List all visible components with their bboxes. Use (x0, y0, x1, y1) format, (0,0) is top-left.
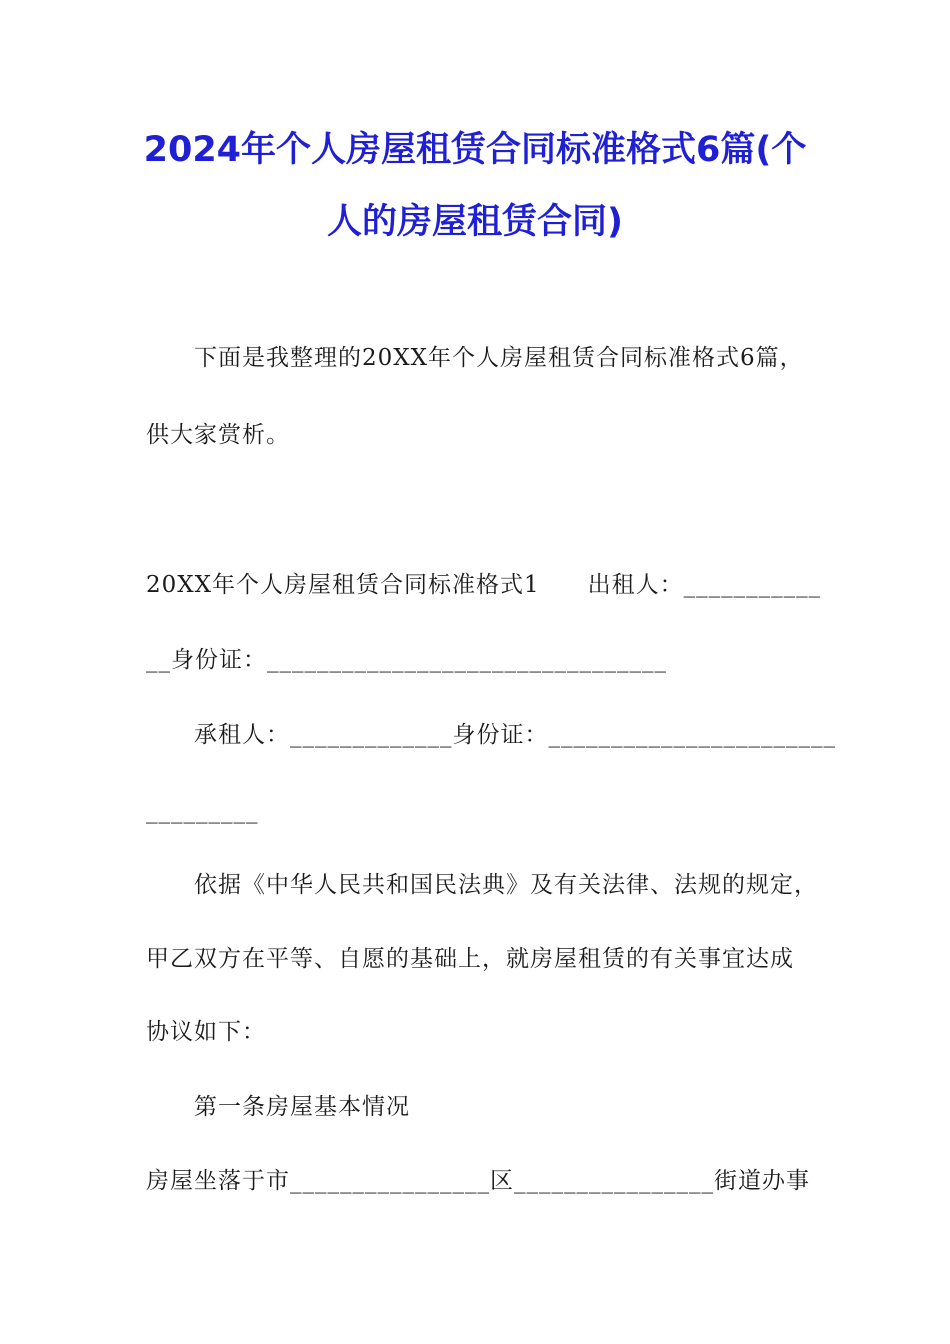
lessee-id-continuation-line: _________ (146, 798, 259, 824)
lessee-line: 承租人：_____________身份证：_______________________ (194, 722, 836, 748)
lessor-id-line: __身份证：________________________________ (146, 647, 667, 673)
article-one-heading: 第一条房屋基本情况 (194, 1094, 410, 1120)
contract-heading-lessor-line: 20XX年个人房屋租赁合同标准格式1 出租人：___________ (146, 572, 822, 598)
basis-paragraph-line-1: 依据《中华人民共和国民法典》及有关法律、法规的规定， (194, 872, 818, 898)
basis-paragraph-line-3: 协议如下： (146, 1019, 266, 1045)
document-title-line-1: 2024年个人房屋租赁合同标准格式6篇(个 (143, 130, 807, 170)
intro-line-2: 供大家赏析。 (146, 422, 290, 448)
house-location-line: 房屋坐落于市________________区________________街道办事 (146, 1168, 810, 1194)
intro-line-1: 下面是我整理的20XX年个人房屋租赁合同标准格式6篇， (194, 345, 804, 371)
basis-paragraph-line-2: 甲乙双方在平等、自愿的基础上，就房屋租赁的有关事宜达成 (146, 946, 794, 972)
document-title-line-2: 人的房屋租赁合同) (327, 202, 623, 242)
